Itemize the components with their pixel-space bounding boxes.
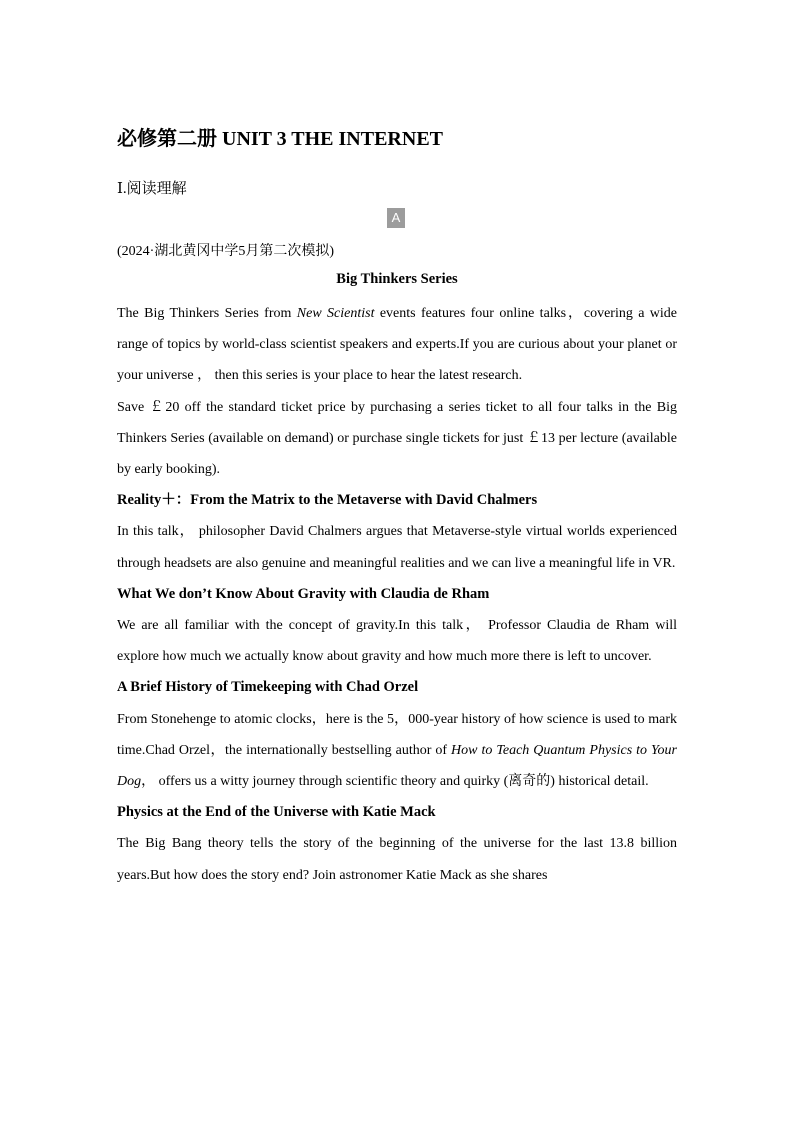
intro-text-1: The Big Thinkers Series from	[117, 306, 297, 321]
section-heading: Ⅰ.阅读理解	[117, 181, 187, 197]
unit-title: 必修第二册 UNIT 3 THE INTERNET	[117, 128, 443, 150]
magazine-name: New Scientist	[296, 306, 375, 321]
timekeeping-text-1: From Stonehenge to atomic clocks，here is the 5，000-year history of how science is used to mark time.Chad Orzel，the internationally bestselling author of	[117, 711, 677, 758]
talk-heading-reality: Reality＋：From the Matrix to the Metaverse with David Chalmers	[117, 492, 538, 509]
talk-heading-gravity: What We don’t Know About Gravity with Claudia de Rham	[117, 585, 490, 602]
talk-body-timekeeping	[117, 704, 677, 798]
talk-heading-physics: Physics at the End of the Universe with Katie Mack	[117, 804, 436, 821]
pricing-paragraph: Save ￡20 off the standard ticket price by purchasing a series ticket to all four talks in the Big Thinkers Series (available on demand) or purchase single tickets for just ￡13 per lecture (available by early booking).	[117, 399, 677, 478]
talk-heading-timekeeping: A Brief History of Timekeeping with Chad Orzel	[117, 679, 419, 696]
passage-label-badge: A	[387, 208, 405, 228]
intro-paragraph	[117, 298, 677, 392]
talk-body-reality: In this talk， philosopher David Chalmers argues that Metaverse-style virtual worlds experienced through headsets are also genuine and meaningful realities and we can live a meaningful life in VR.	[117, 524, 677, 571]
timekeeping-text-2: ， offers us a witty journey through scientific theory and quirky (离奇的) historical detail.	[141, 774, 649, 790]
intro-text-2: events features four online talks，covering a wide range of topics by world-class scientist speakers and experts.If you are curious about your planet or your universe ， then this series is your place to hear the latest research.	[117, 306, 677, 384]
talk-body-physics: The Big Bang theory tells the story of the beginning of the universe for the last 13.8 billion years.But how does the story end? Join astronomer Katie Mack as she shares	[117, 836, 677, 883]
article-title: Big Thinkers Series	[336, 271, 458, 287]
article-body	[117, 298, 677, 891]
book-title: How to Teach Quantum Physics to Your Dog	[117, 742, 677, 790]
talk-body-gravity: We are all familiar with the concept of gravity.In this talk， Professor Claudia de Rham will explore how much we actually know about gravity and how much more there is left to uncover.	[117, 618, 677, 665]
source-citation: (2024·湖北黄冈中学5月第二次模拟)	[117, 244, 334, 259]
